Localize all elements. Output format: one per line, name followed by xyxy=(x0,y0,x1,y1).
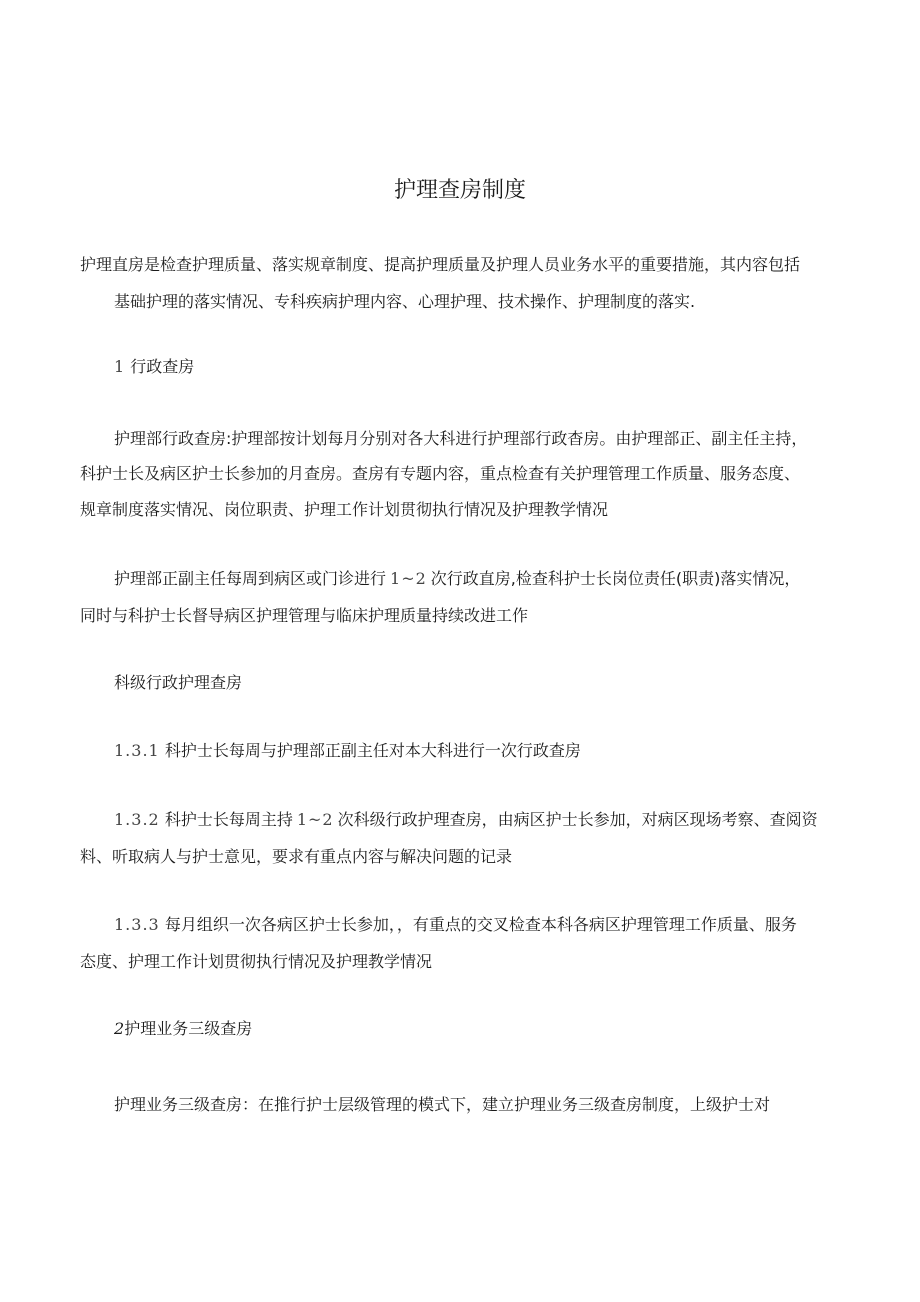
document-title: 护理查房制度 xyxy=(393,178,526,203)
item-1-3-3-line-1 xyxy=(114,914,797,936)
item-1-3-1 xyxy=(114,740,581,762)
p3-line-1: 护理业务三级查房：在推行护士层级管理的模式下，建立护理业务三级查房制度，上级护士对 xyxy=(114,1095,771,1114)
p2-frequency-number: 1~2 xyxy=(390,569,427,588)
section-2-number: 2 xyxy=(114,1019,125,1038)
section-2-heading xyxy=(114,1018,252,1040)
p2-line-1-a: 护理部正副主任每周到病区或门诊进行 xyxy=(114,569,387,588)
p1-line-3: 规章制度落实情况、岗位职责、护理工作计划贯彻执行情况及护理教学情况 xyxy=(80,500,609,519)
item-1-3-2-number: 1.3.2 xyxy=(114,810,160,829)
intro-line-2: 基础护理的落实情况、专科疾病护理内容、心理护理、技术操作、护理制度的落实. xyxy=(114,292,696,311)
section-1-title: 行政查房 xyxy=(130,357,195,376)
section-2-title: 护理业务三级查房 xyxy=(124,1019,253,1038)
item-1-3-3-line-1-text: 每月组织一次各病区护士长参加，，有重点的交叉检查本科各病区护理管理工作质量、服务 xyxy=(164,915,797,934)
p1-line-1: 护理部行政查房:护理部按计划每月分别对各大科进行护理部行政杳房。由护理部正、副主任主持， xyxy=(114,429,808,448)
item-1-3-2-line-1-b: 次科级行政护理查房，由病区护士长参加，对病区现场考察、查阅资 xyxy=(337,810,818,829)
item-1-3-2-line-2: 料、听取病人与护士意见，要求有重点内容与解决问题的记录 xyxy=(80,847,513,866)
p1-line-2: 科护士长及病区护士长参加的月查房。查房有专题内容，重点检查有关护理管理工作质量、服务态度、 xyxy=(80,464,801,483)
item-1-3-1-text: 科护士长每周与护理部正副主任对本大科进行一次行政查房 xyxy=(164,741,581,760)
item-1-3-3-number: 1.3.3 xyxy=(114,915,160,934)
item-1-3-1-number: 1.3.1 xyxy=(114,741,160,760)
section-1-heading xyxy=(114,356,194,378)
item-1-3-2-line-1 xyxy=(114,809,818,831)
p2-line-2: 同时与科护士长督导病区护理管理与临床护理质量持续改进工作 xyxy=(80,606,529,625)
item-1-3-2-frequency-number: 1~2 xyxy=(296,810,334,829)
item-1-3-3-line-2: 态度、护理工作计划贯彻执行情况及护理教学情况 xyxy=(80,952,433,971)
item-1-3-2-line-1-a: 科护士长每周主持 xyxy=(164,810,293,829)
sub-heading: 科级行政护理查房 xyxy=(114,673,243,692)
p2-line-1-b: 次行政直房,检查科护士长岗位责任(职责)落实情况， xyxy=(430,569,801,588)
intro-line-1: 护理直房是检查护理质量、落实规章制度、提高护理质量及护理人员业务水平的重要措施，其内容包括 xyxy=(80,255,801,274)
p2-line-1 xyxy=(114,568,800,590)
section-1-number: 1 xyxy=(114,357,126,376)
